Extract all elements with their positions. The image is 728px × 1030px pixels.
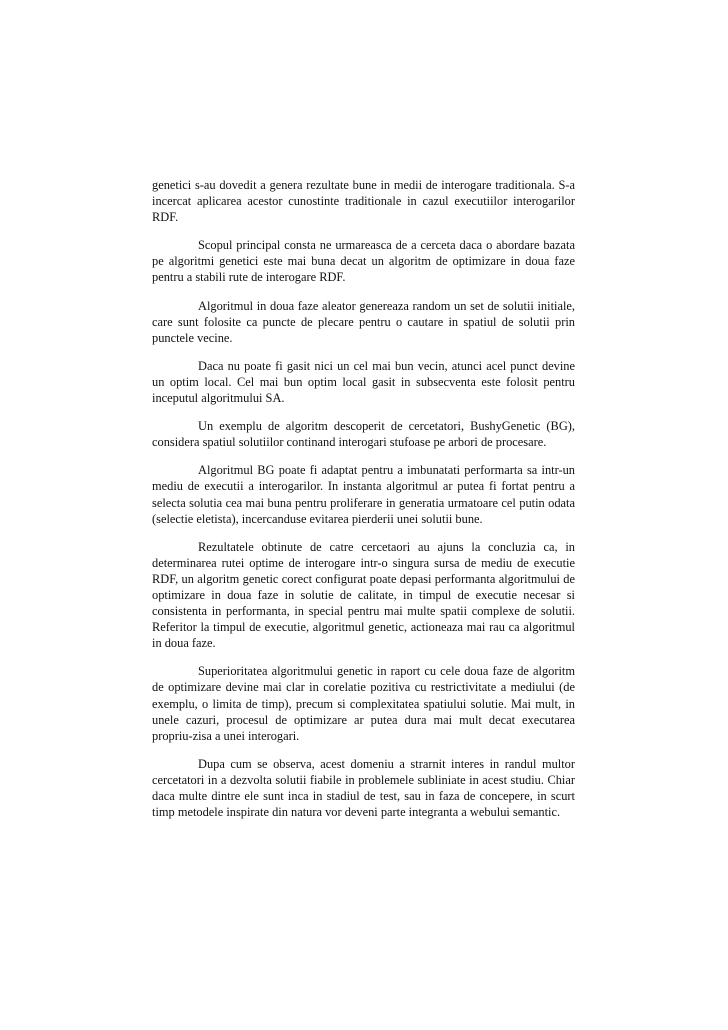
paragraph-6: Algoritmul BG poate fi adaptat pentru a imbunatati performarta sa intr-un mediu de executii a interogarilor. In instanta algoritmul ar putea fi fortat pentru a selecta solutia cea mai buna pentru proliferare in generatia urmatoare cel putin odata (selectie eletista), incercanduse evitarea pierderii unei solutii bune. bbox=[152, 463, 575, 526]
body-text bbox=[152, 177, 575, 832]
paragraph-7: Rezultatele obtinute de catre cercetaori au ajuns la concluzia ca, in determinarea rutei optime de interogare intr-o singura sursa de mediu de executie RDF, un algoritm genetic corect configurat poate depasi performanta algoritmului de optimizare in doua faze in solutie de calitate, in timpul de executie necesar si consistenta in performanta, in special pentru mai multe spatii complexe de solutii. Referitor la timpul de executie, algoritmul genetic, actioneaza mai rau ca algoritmul in doua faze. bbox=[152, 539, 575, 651]
paragraph-3: Algoritmul in doua faze aleator genereaza random un set de solutii initiale, care sunt folosite ca puncte de plecare pentru o cautare in spatiul de solutii prin punctele vecine. bbox=[152, 298, 575, 345]
paragraph-9: Dupa cum se observa, acest domeniu a strarnit interes in randul multor cercetatori in a dezvolta solutii fiabile in problemele subliniate in acest studiu. Chiar daca multe dintre ele sunt inca in stadiul de test, sau in faza de concepere, in scurt timp metodele inspirate din natura vor deveni parte integranta a webului semantic. bbox=[152, 756, 575, 820]
paragraph-4: Daca nu poate fi gasit nici un cel mai bun vecin, atunci acel punct devine un optim local. Cel mai bun optim local gasit in subsecventa este folosit pentru inceputul algoritmului SA. bbox=[152, 358, 575, 406]
paragraph-2: Scopul principal consta ne urmareasca de a cerceta daca o abordare bazata pe algoritmi genetici este mai buna decat un algoritm de optimizare in doua faze pentru a stabili rute de interogare RDF. bbox=[152, 238, 575, 285]
paragraph-5: Un exemplu de algoritm descoperit de cercetatori, BushyGenetic (BG), considera spatiul solutiilor continand interogari stufoase pe arbori de procesare. bbox=[152, 419, 575, 450]
paragraph-8: Superioritatea algoritmului genetic in raport cu cele doua faze de algoritm de optimizare devine mai clar in corelatie pozitiva cu restrictivitate a mediului (de exemplu, o limita de timp), precum si complexitatea spatiului solutie. Mai mult, in unele cazuri, procesul de optimizare ar putea dura mai mult decat executarea propriu-zisa a unei interogari. bbox=[152, 664, 575, 743]
paragraph-1: genetici s-au dovedit a genera rezultate bune in medii de interogare traditionala. S-a incercat aplicarea acestor cunostinte traditionale in cazul executiilor interogarilor RDF. bbox=[152, 178, 575, 225]
